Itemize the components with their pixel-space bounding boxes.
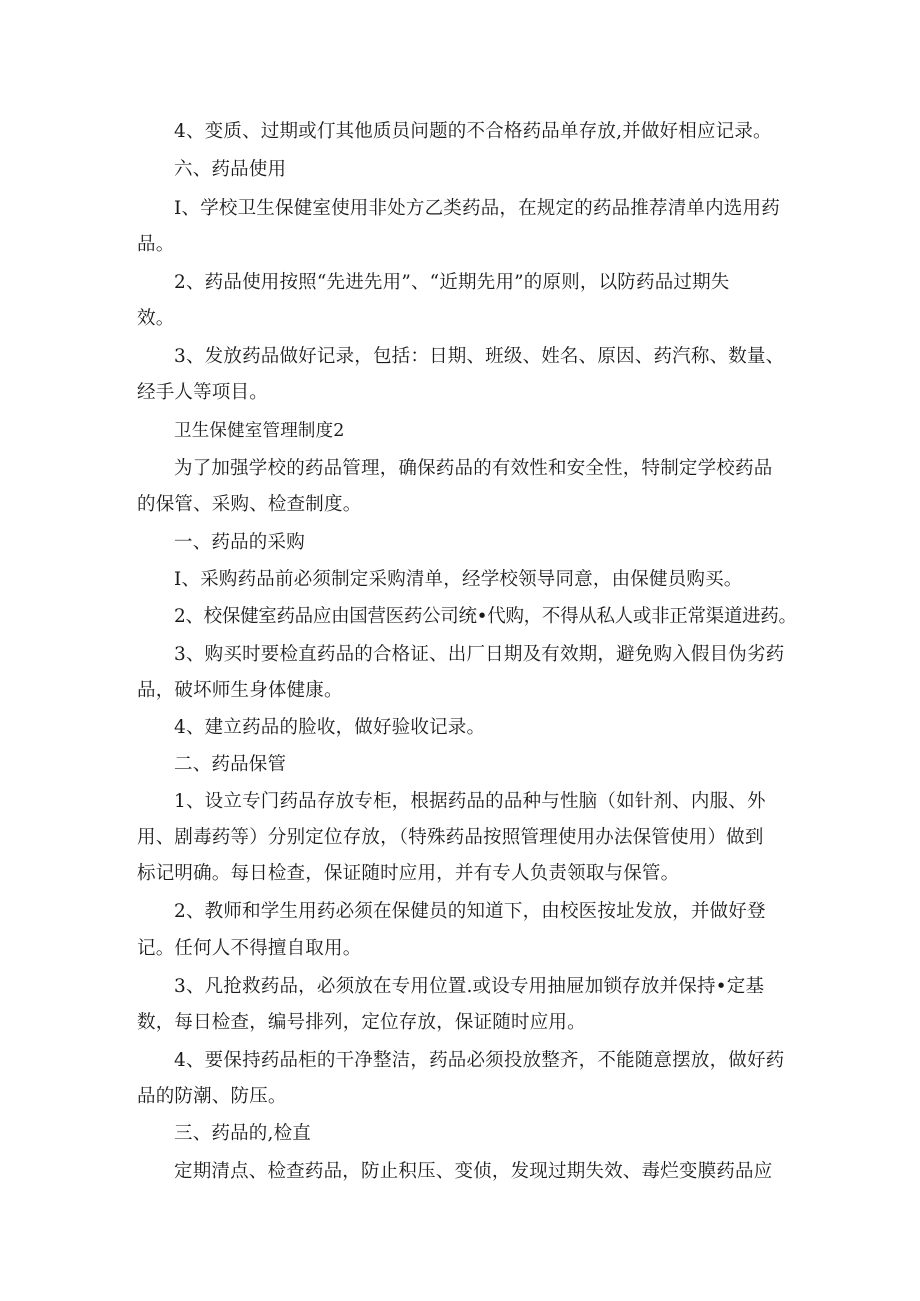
paragraph-line: 3、发放药品做好记录，包括：日期、班级、姓名、原因、药汽称、数量、 bbox=[174, 346, 785, 367]
paragraph-line: 3、购买时要检直药品的合格证、出厂日期及有效期，避免购入假目伪劣药 bbox=[174, 644, 785, 665]
paragraph-line: 经手人等项目。 bbox=[137, 382, 268, 403]
paragraph-line: 记。任何人不得擅自取用。 bbox=[137, 938, 362, 959]
paragraph-line: 品，破坏师生身体健康。 bbox=[137, 680, 343, 701]
paragraph-line: 2、药品使用按照“先进先用”、“近期先用”的原则，以防药品过期失 bbox=[174, 272, 730, 293]
paragraph-line: I、采购药品前必须制定采购清单，经学校领导同意，由保健员购买。 bbox=[174, 569, 743, 590]
paragraph-line: 数，每日检查，编号排列，定位存放，保证随时应用。 bbox=[137, 1012, 586, 1033]
paragraph-line: 4、变质、过期或仃其他质员问题的不合格药品单存放,并做好相应记录。 bbox=[174, 121, 772, 142]
document-title: 卫生保健室管理制度2 bbox=[174, 421, 345, 441]
paragraph-line: 标记明确。每日检查，保证随时应用，并有专人负责领取与保管。 bbox=[137, 863, 680, 884]
paragraph-line: 4、建立药品的脸收，做好验收记录。 bbox=[174, 717, 486, 738]
paragraph-line: 品的防潮、防压。 bbox=[137, 1086, 287, 1107]
paragraph-line: 为了加强学校的药品管理，确保药品的有效性和安全性，特制定学校药品 bbox=[174, 458, 773, 479]
paragraph-line: 效。 bbox=[137, 308, 175, 329]
paragraph-line: 2、校保健室药品应由国营医药公司统•代购，不得从私人或非正常渠道进药。 bbox=[174, 606, 797, 627]
paragraph-line: 2、教师和学生用药必须在保健员的知道下，由校医按址发放，并做好登 bbox=[174, 901, 766, 922]
paragraph-line: I、学校卫生保健室使用非处方乙类药品，在规定的药品推荐清单内选用药 bbox=[174, 198, 780, 219]
paragraph-line: 1、设立专门药品存放专柜，根据药品的品种与性脑（如针剂、内服、外 bbox=[174, 791, 766, 812]
section-heading: 一、药品的采购 bbox=[174, 532, 305, 553]
paragraph-line: 用、剧毒药等）分别定位存放，（特殊药品按照管理使用办法保管使用）做到 bbox=[137, 827, 764, 848]
section-heading: 六、药品使用 bbox=[174, 159, 287, 180]
section-heading: 二、药品保管 bbox=[174, 754, 287, 775]
paragraph-line: 的保管、采购、检查制度。 bbox=[137, 494, 362, 515]
paragraph-line: 品。 bbox=[137, 234, 175, 255]
paragraph-line: 4、要保持药品柜的干净整洁，药品必须投放整齐，不能随意摆放，做好药 bbox=[174, 1050, 785, 1071]
paragraph-line: 定期清点、检查药品，防止积压、变侦，发现过期失效、毒烂变膜药品应 bbox=[174, 1161, 773, 1182]
section-heading: 三、药品的,检直 bbox=[174, 1123, 311, 1144]
paragraph-line: 3、凡抢救药品，必须放在专用位置.或设专用抽屉加锁存放并保持•定基 bbox=[174, 976, 765, 997]
